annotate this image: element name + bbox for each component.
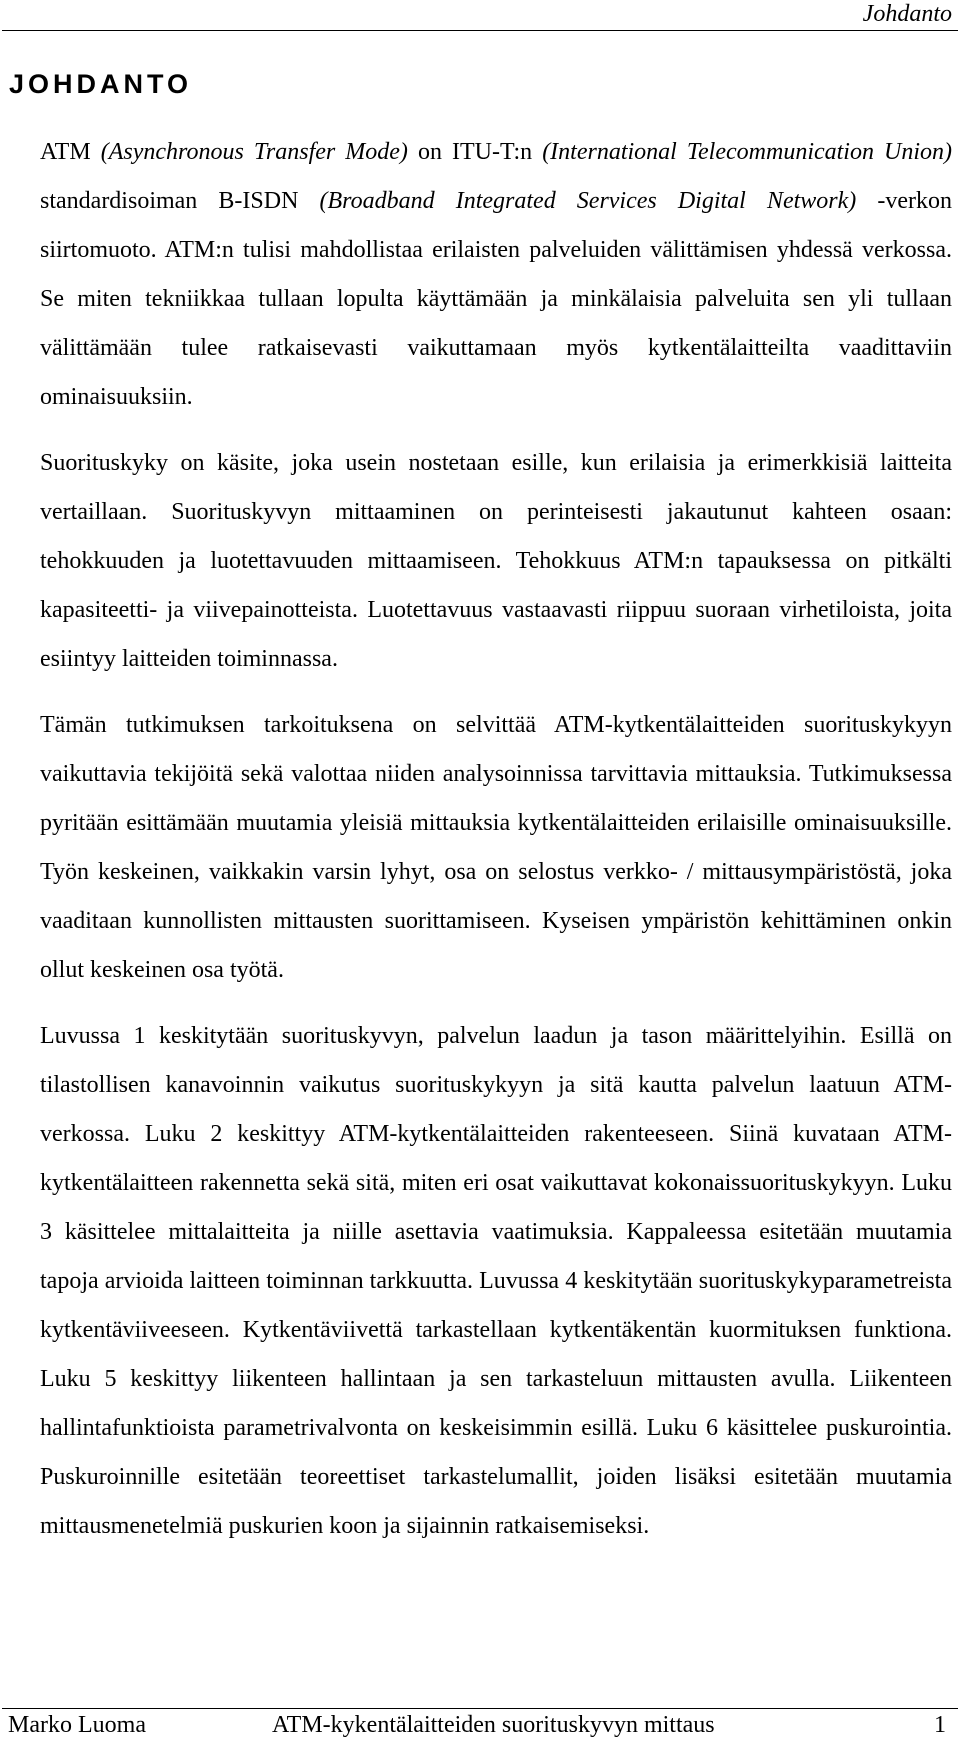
body-text — [40, 128, 952, 1568]
footer-document-title: ATM-kykentälaitteiden suorituskyvyn mittaus — [272, 1712, 715, 1738]
paragraph-purpose: Tämän tutkimuksen tarkoituksena on selvittää ATM-kytkentälaitteiden suorituskykyyn vaikuttavia tekijöitä sekä valottaa niiden analysoinnissa tarvittavia mittauksia. Tutkimuksessa pyritään esittämään muutamia yleisiä mittauksia kytkentälaitteiden erilaisille ominaisuuksille. Työn keskeinen, vaikkakin varsin lyhyt, osa on selostus verkko- / mittausympäristöstä, joka vaaditaan kunnollisten mittausten suorittamiseen. Kyseisen ympäristön kehittäminen onkin ollut keskeinen osa työtä. — [40, 712, 952, 983]
text-span: on ITU-T:n — [407, 139, 543, 165]
text-span: ATM — [40, 139, 101, 165]
page-footer — [2, 1708, 958, 1741]
term-expansion: (International Telecommunication Union) — [542, 139, 953, 165]
paragraph-intro — [40, 128, 952, 422]
running-header — [2, 0, 958, 31]
footer-author: Marko Luoma — [8, 1712, 146, 1738]
chapter-title: JOHDANTO — [9, 69, 193, 99]
term-expansion: (Asynchronous Transfer Mode) — [100, 139, 408, 165]
text-span: standardisoiman B-ISDN — [40, 188, 320, 214]
paragraph-performance: Suorituskyky on käsite, joka usein nostetaan esille, kun erilaisia ja erimerkkisiä laitteita vertaillaan. Suorituskyvyn mittaaminen on perinteisesti jakautunut kahteen osaan: tehokkuuden ja luotettavuuden mittaamiseen. Tehokkuus ATM:n tapauksessa on pitkälti kapasiteetti- ja viivepainotteista. Luotettavuus vastaavasti riippuu suoraan virhetiloista, joita esiintyy laitteiden toiminnassa. — [40, 450, 952, 672]
paragraph-chapter-overview: Luvussa 1 keskitytään suorituskyvyn, palvelun laadun ja tason määrittelyihin. Esillä on tilastollisen kanavoinnin vaikutus suorituskykyyn ja sitä kautta palvelun laatuun ATM-verkossa. Luku 2 keskittyy ATM-kytkentälaitteiden rakenteeseen. Siinä kuvataan ATM-kytkentälaitteen rakennetta sekä sitä, miten eri osat vaikuttavat kokonaissuorituskykyyn. Luku 3 käsittelee mittalaitteita ja niille asettavia vaatimuksia. Kappaleessa esitetään muutamia tapoja arvioida laitteen toiminnan tarkkuutta. Luvussa 4 keskitytään suorituskykyparametreista kytkentäviiveeseen. Kytkentäviivettä tarkastellaan kytkentäkentän kuormituksen funktiona. Luku 5 keskittyy liikenteen hallintaan ja sen tarkasteluun mittausten avulla. Liikenteen hallintafunktioista parametrivalvonta on keskeisimmin esillä. Luku 6 käsittelee puskurointia. Puskuroinnille esitetään teoreettiset tarkastelumallit, joiden lisäksi esitetään muutamia mittausmenetelmiä puskurien koon ja sijainnin ratkaisemiseksi. — [40, 1023, 952, 1539]
running-header-title: Johdanto — [862, 1, 952, 27]
term-expansion: (Broadband Integrated Services Digital Network) — [319, 188, 857, 214]
text-span: -verkon siirtomuoto. ATM:n tulisi mahdollistaa erilaisten palveluiden välittämisen yhdessä verkossa. Se miten tekniikkaa tullaan lopulta käyttämään ja minkälaisia palveluita sen yli tullaan välittämään tulee ratkaisevasti vaikuttamaan myös kytkentälaitteilta vaadittaviin ominaisuuksiin. — [40, 188, 953, 410]
page-number: 1 — [934, 1712, 946, 1738]
